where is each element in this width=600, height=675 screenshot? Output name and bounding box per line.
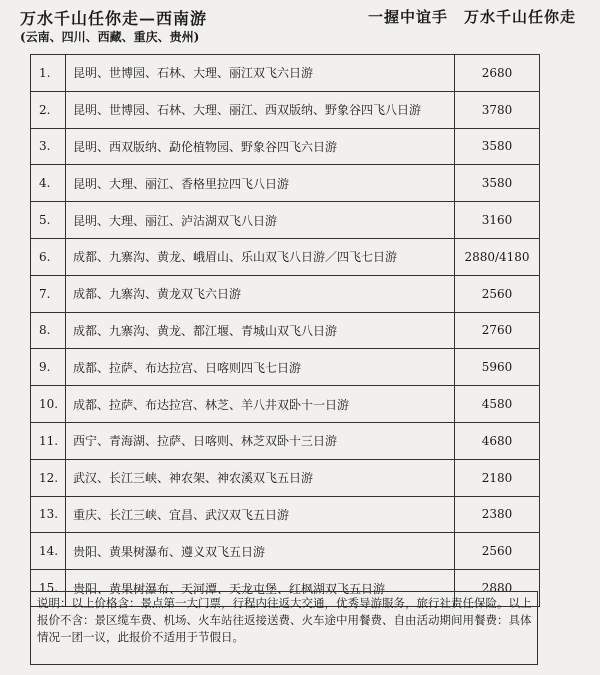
price-cell: 2680 (481, 65, 513, 80)
row-number: 1. (31, 55, 66, 91)
slogan: 一握中谊手 万水千山任你走 (367, 8, 576, 26)
price-cell: 2180 (481, 470, 513, 485)
row-number: 9. (31, 349, 66, 385)
header (0, 0, 600, 52)
price-cell: 2760 (481, 323, 513, 338)
table-row (31, 423, 539, 460)
route-cell: 贵阳、黄果树瀑布、天河潭、天龙屯堡、红枫湖双飞五日游 (66, 570, 455, 606)
page-title: 万水千山任你走—西南游 (20, 9, 208, 28)
page-subtitle: (云南、四川、西藏、重庆、贵州) (20, 30, 200, 44)
note-text: 说明：以上价格含：景点第一大门票，行程内往返大交通，优秀导游服务，旅行社责任保险。以上报价不含：景区缆车费、机场、火车站往返接送费、火车途中用餐费、自由活动期间用餐费：具体情况一团一议，此报价不适用于节假日。 (30, 591, 538, 665)
table-row (31, 386, 539, 423)
row-number: 15. (31, 570, 66, 606)
route-cell: 成都、九寨沟、黄龙、都江堰、青城山双飞八日游 (66, 313, 455, 349)
row-number: 7. (31, 276, 66, 312)
route-cell: 昆明、大理、丽江、泸沽湖双飞八日游 (66, 202, 455, 238)
price-cell: 2560 (481, 544, 513, 559)
table-row (31, 497, 539, 534)
price-cell: 2560 (481, 286, 513, 301)
price-cell: 3580 (481, 139, 513, 154)
route-cell: 昆明、大理、丽江、香格里拉四飞八日游 (66, 165, 455, 201)
table-row (31, 239, 539, 276)
row-number: 10. (31, 386, 66, 422)
row-number: 14. (31, 533, 66, 569)
table-row (31, 92, 539, 129)
row-number: 12. (31, 460, 66, 496)
price-cell: 5960 (481, 360, 513, 375)
price-cell: 3780 (481, 102, 513, 117)
row-number: 6. (31, 239, 66, 275)
price-cell: 3160 (481, 213, 513, 228)
table-row (31, 313, 539, 350)
table-row (31, 276, 539, 313)
table-row (31, 533, 539, 570)
row-number: 13. (31, 497, 66, 533)
row-number: 8. (31, 313, 66, 349)
route-cell: 昆明、世博园、石林、大理、丽江、西双版纳、野象谷四飞八日游 (66, 92, 455, 128)
row-number: 5. (31, 202, 66, 238)
table-row (31, 55, 539, 92)
route-cell: 昆明、西双版纳、勐伦植物园、野象谷四飞六日游 (66, 129, 455, 165)
route-cell: 重庆、长江三峡、宜昌、武汉双飞五日游 (66, 497, 455, 533)
route-cell: 武汉、长江三峡、神农架、神农溪双飞五日游 (66, 460, 455, 496)
tour-price-table (30, 54, 540, 607)
route-cell: 成都、九寨沟、黄龙双飞六日游 (66, 276, 455, 312)
price-cell: 2380 (481, 507, 513, 522)
row-number: 4. (31, 165, 66, 201)
route-cell: 成都、拉萨、布达拉宫、林芝、羊八井双卧十一日游 (66, 386, 455, 422)
row-number: 2. (31, 92, 66, 128)
price-cell: 2880 (481, 581, 513, 596)
table-row (31, 165, 539, 202)
price-cell: 3580 (481, 176, 513, 191)
route-cell: 西宁、青海湖、拉萨、日喀则、林芝双卧十三日游 (66, 423, 455, 459)
price-cell: 4580 (481, 397, 513, 412)
route-cell: 成都、拉萨、布达拉宫、日喀则四飞七日游 (66, 349, 455, 385)
route-cell: 成都、九寨沟、黄龙、峨眉山、乐山双飞八日游／四飞七日游 (66, 239, 455, 275)
table-row (31, 460, 539, 497)
table-row (31, 349, 539, 386)
price-cell: 4680 (481, 433, 513, 448)
table-row (31, 129, 539, 166)
row-number: 3. (31, 129, 66, 165)
row-number: 11. (31, 423, 66, 459)
route-cell: 贵阳、黄果树瀑布、遵义双飞五日游 (66, 533, 455, 569)
table-row (31, 202, 539, 239)
route-cell: 昆明、世博园、石林、大理、丽江双飞六日游 (66, 55, 455, 91)
price-cell: 2880/4180 (464, 249, 530, 264)
